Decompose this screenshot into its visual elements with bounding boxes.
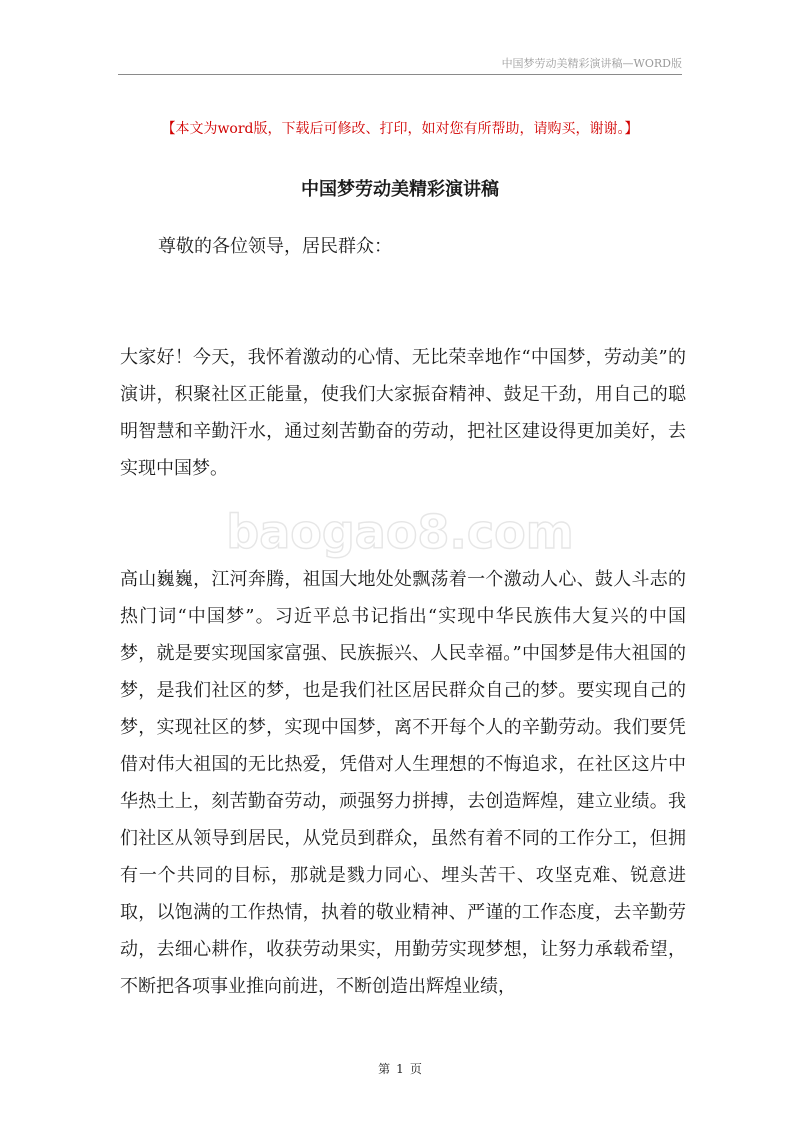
paragraph: 大家好！今天，我怀着激动的心情、无比荣幸地作“中国梦，劳动美”的演讲，积聚社区正能量，使我们大家振奋精神、鼓足干劲，用自己的聪明智慧和辛勤汗水，通过刻苦勤奋的劳动，把社区建设得更加美好，去实现中国梦。 xyxy=(120,347,686,479)
paragraph-gap xyxy=(120,524,686,561)
paragraph-gap xyxy=(120,302,686,339)
greeting: 尊敬的各位领导，居民群众： xyxy=(158,236,392,257)
paragraph-gap xyxy=(120,265,686,302)
watermark-text: baogao8.com xyxy=(226,505,574,559)
document-body xyxy=(120,228,686,1005)
header-rule xyxy=(118,74,682,75)
document-title: 中国梦劳动美精彩演讲稿 xyxy=(301,179,499,200)
page-number: 1 xyxy=(396,1062,404,1076)
paragraph: 高山巍巍，江河奔腾，祖国大地处处飘荡着一个激动人心、鼓人斗志的热门词“中国梦”。习近平总书记指出“实现中华民族伟大复兴的中国梦，就是要实现国家富强、民族振兴、人民幸福。”中国梦是伟大祖国的梦，是我们社区的梦，也是我们社区居民群众自己的梦。要实现自己的梦，实现社区的梦，实现中国梦，离不开每个人的辛勤劳动。我们要凭借对伟大祖国的无比热爱，凭借对人生理想的不悔追求，在社区这片中华热土上，刻苦勤奋劳动，顽强努力拼搏，去创造辉煌，建立业绩。我们社区从领导到居民，从党员到群众，虽然有着不同的工作分工，但拥有一个共同的目标，那就是戮力同心、埋头苦干、攻坚克难、锐意进取，以饱满的工作热情，执着的敬业精神、严谨的工作态度，去辛勤劳动，去细心耕作，收获劳动果实，用勤劳实现梦想，让努力承载希望，不断把各项事业推向前进，不断创造出辉煌业绩， xyxy=(120,569,686,997)
page-footer xyxy=(0,1060,800,1077)
footer-suffix: 页 xyxy=(409,1062,422,1076)
footer-prefix: 第 xyxy=(378,1062,391,1076)
paragraph-gap xyxy=(120,487,686,524)
running-header: 中国梦劳动美精彩演讲稿—WORD版 xyxy=(501,57,682,70)
purchase-notice: 【本文为word版，下载后可修改、打印，如对您有所帮助，请购买，谢谢。】 xyxy=(161,121,639,137)
